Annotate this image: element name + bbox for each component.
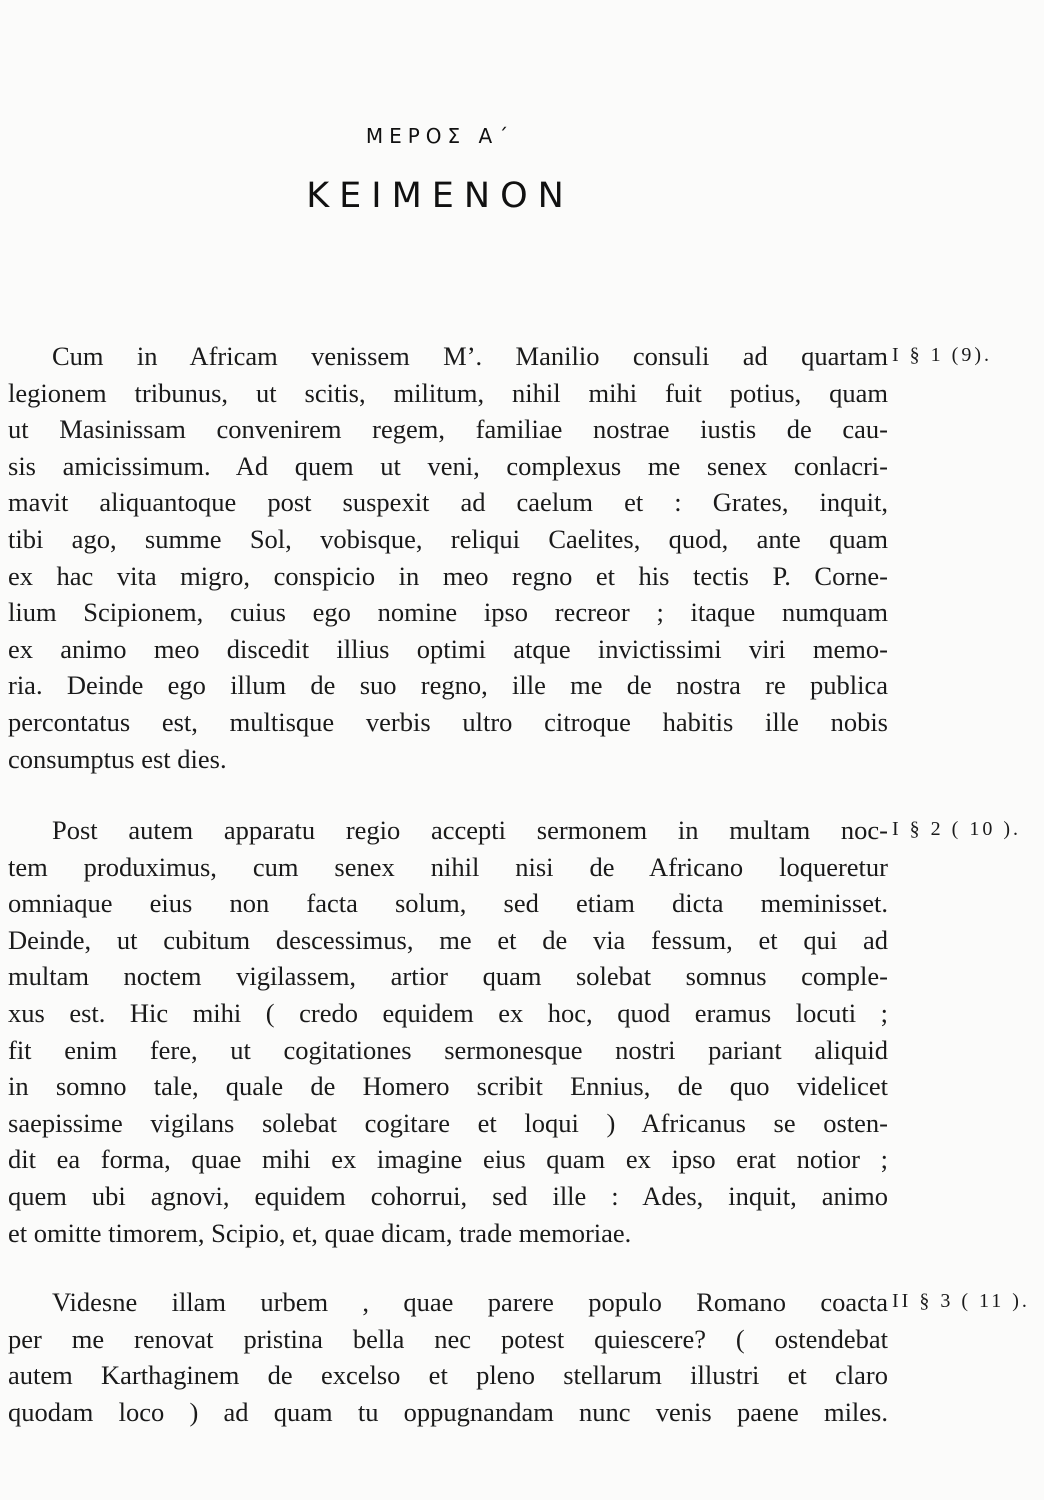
text-line: sis amicissimum. Ad quem ut veni, complexus me senex conlacri- xyxy=(8,450,888,481)
text-line: per me renovat pristina bella nec potest quiescere? ( ostendebat xyxy=(8,1323,888,1354)
text-line: ex hac vita migro, conspicio in meo regno et his tectis P. Corne- xyxy=(8,560,888,591)
text-line: in somno tale, quale de Homero scribit Ennius, de quo videlicet xyxy=(8,1071,888,1102)
text-line: percontatus est, multisque verbis ultro citroque habitis ille nobis xyxy=(8,706,888,737)
text-line: ut Masinissam convenirem regem, familiae nostrae iustis de cau- xyxy=(8,414,888,445)
text-line: et omitte timorem, Scipio, et, quae dicam, trade memoriae. xyxy=(8,1217,632,1248)
text-line: autem Karthaginem de excelso et pleno stellarum illustri et claro xyxy=(8,1360,888,1391)
text-line: omniaque eius non facta solum, sed etiam dicta meminisset. xyxy=(8,888,888,919)
text-line: saepissime vigilans solebat cogitare et loqui ) Africanus se osten- xyxy=(8,1107,888,1138)
section-marker: I § 1 (9). xyxy=(892,344,992,366)
text-line: xus est. Hic mihi ( credo equidem ex hoc, quod eramus locuti ; xyxy=(8,997,888,1028)
text-line: quodam loco ) ad quam tu oppugnandam nunc venis paene miles. xyxy=(8,1396,888,1427)
part-heading: ΜΕΡΟΣ Α΄ xyxy=(365,124,515,148)
paragraph xyxy=(8,812,888,1251)
text-line: tibi ago, summe Sol, vobisque, reliqui Caelites, quod, ante quam xyxy=(8,523,888,554)
text-line: multam noctem vigilassem, artior quam solebat somnus comple- xyxy=(8,961,888,992)
paragraph xyxy=(8,338,888,777)
text-line: ex animo meo discedit illius optimi atque invictissimi viri memo- xyxy=(8,633,888,664)
text-line: mavit aliquantoque post suspexit ad caelum et : Grates, inquit, xyxy=(8,487,888,518)
text-line: Post autem apparatu regio accepti sermonem in multam noc- xyxy=(52,815,888,845)
text-line: fit enim fere, ut cogitationes sermonesque nostri pariant aliquid xyxy=(8,1034,888,1065)
text-line: Cum in Africam venissem M’. Manilio consuli ad quartam xyxy=(52,341,888,371)
section-marker: I § 2 ( 10 ). xyxy=(892,818,1021,840)
text-line: dit ea forma, quae mihi ex imagine eius quam ex ipso erat notior ; xyxy=(8,1144,888,1175)
text-line: Deinde, ut cubitum descessimus, me et de via fessum, et qui ad xyxy=(8,924,888,955)
text-line: tem produximus, cum senex nihil nisi de Africano loqueretur xyxy=(8,851,888,882)
text-line: ria. Deinde ego illum de suo regno, ille me de nostra re publica xyxy=(8,670,888,701)
text-line: legionem tribunus, ut scitis, militum, nihil mihi fuit potius, quam xyxy=(8,377,888,408)
paragraph xyxy=(8,1284,888,1430)
main-heading: ΚΕΙΜΕΝΟΝ xyxy=(306,176,574,216)
section-marker: II § 3 ( 11 ). xyxy=(892,1290,1030,1312)
text-line: lium Scipionem, cuius ego nomine ipso recreor ; itaque numquam xyxy=(8,597,888,628)
text-line: consumptus est dies. xyxy=(8,743,227,774)
text-line: Videsne illam urbem , quae parere populo Romano coacta xyxy=(52,1287,888,1317)
text-line: quem ubi agnovi, equidem cohorrui, sed ille : Ades, inquit, animo xyxy=(8,1180,888,1211)
